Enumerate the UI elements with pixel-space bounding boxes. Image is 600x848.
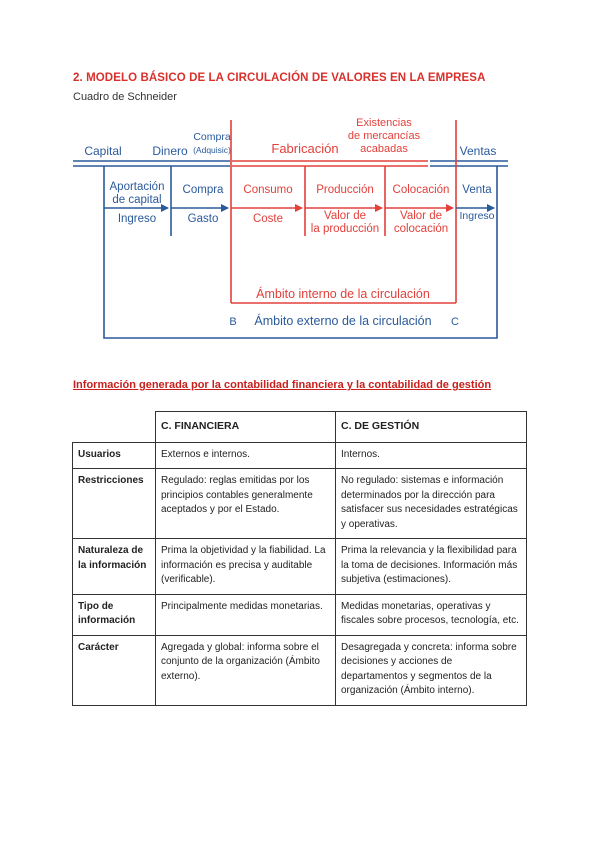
table-row	[73, 594, 527, 635]
info-section-title: Información generada por la contabilidad financiera y la contabilidad de gestión	[73, 379, 492, 391]
label-valor-prod-1: Valor de	[324, 210, 366, 222]
cell-financiera: Principalmente medidas monetarias.	[156, 594, 336, 635]
label-c: C	[451, 316, 459, 328]
cell-financiera: Prima la objetividad y la fiabilidad. La información es precisa y auditable (verificable).	[156, 539, 336, 595]
cell-gestion: Prima la relevancia y la flexibilidad para la toma de decisiones. Información más subjetiva (estimaciones).	[336, 539, 527, 595]
table-row	[73, 539, 527, 595]
cell-financiera: Agregada y global: informa sobre el conjunto de la organización (Ámbito externo).	[156, 635, 336, 705]
section-title: 2. MODELO BÁSICO DE LA CIRCULACIÓN DE VALORES EN LA EMPRESA	[73, 72, 486, 84]
header-blank	[73, 412, 156, 443]
label-colocacion: Colocación	[392, 184, 450, 196]
diagram-subtitle: Cuadro de Schneider	[73, 91, 177, 103]
label-ingreso-left: Ingreso	[117, 213, 157, 225]
label-adquisic: (Adquisic)	[193, 145, 231, 155]
label-produccion: Producción	[316, 184, 374, 196]
label-aportacion-1: Aportación	[109, 181, 165, 193]
label-coste: Coste	[252, 213, 284, 225]
label-capital: Capital	[84, 144, 122, 158]
row-label: Naturaleza de la información	[73, 539, 156, 595]
label-existencias-3: acabadas	[360, 143, 408, 155]
label-compra-adq: Compra	[193, 131, 231, 143]
table-header-row	[73, 412, 527, 443]
table-row	[73, 469, 527, 539]
row-label: Carácter	[73, 635, 156, 705]
comparison-table	[72, 411, 527, 706]
label-b: B	[229, 316, 237, 328]
double-line-red	[232, 161, 428, 166]
label-gasto: Gasto	[187, 213, 219, 225]
label-existencias-2: de mercancías	[347, 130, 421, 142]
label-ventas: Ventas	[459, 144, 497, 158]
label-valor-col-1: Valor de	[400, 210, 442, 222]
label-compra: Compra	[182, 184, 224, 196]
cell-financiera: Regulado: reglas emitidas por los principios contables generalmente aceptados y por el Estado.	[156, 469, 336, 539]
row-label: Restricciones	[73, 469, 156, 539]
header-gestion: C. DE GESTIÓN	[336, 412, 527, 443]
header-financiera: C. FINANCIERA	[156, 412, 336, 443]
table-row	[73, 635, 527, 705]
cell-gestion: Desagregada y concreta: informa sobre decisiones y acciones de departamentos y segmentos de la organización (Ámbito interno).	[336, 635, 527, 705]
cell-gestion: Medidas monetarias, operativas y fiscales sobre procesos, tecnología, etc.	[336, 594, 527, 635]
label-ambito-externo: Ámbito externo de la circulación	[254, 314, 432, 328]
label-fabricacion: Fabricación	[271, 141, 339, 156]
cell-gestion: No regulado: sistemas e información determinados por la dirección para satisfacer sus necesidades estratégicas y operativas.	[336, 469, 527, 539]
table-row	[73, 442, 527, 469]
label-ingreso-right: Ingreso	[459, 210, 495, 222]
label-venta: Venta	[462, 184, 492, 196]
row-label: Usuarios	[73, 442, 156, 469]
label-dinero: Dinero	[152, 144, 188, 158]
label-consumo: Consumo	[243, 184, 293, 196]
schneider-diagram	[0, 0, 600, 345]
label-valor-col-2: colocación	[393, 223, 449, 235]
label-ambito-interno: Ámbito interno de la circulación	[256, 287, 430, 301]
label-existencias-1: Existencias	[356, 117, 412, 129]
label-aportacion-2: de capital	[112, 194, 162, 206]
cell-financiera: Externos e internos.	[156, 442, 336, 469]
label-valor-prod-2: la producción	[310, 223, 380, 235]
row-label: Tipo de información	[73, 594, 156, 635]
cell-gestion: Internos.	[336, 442, 527, 469]
